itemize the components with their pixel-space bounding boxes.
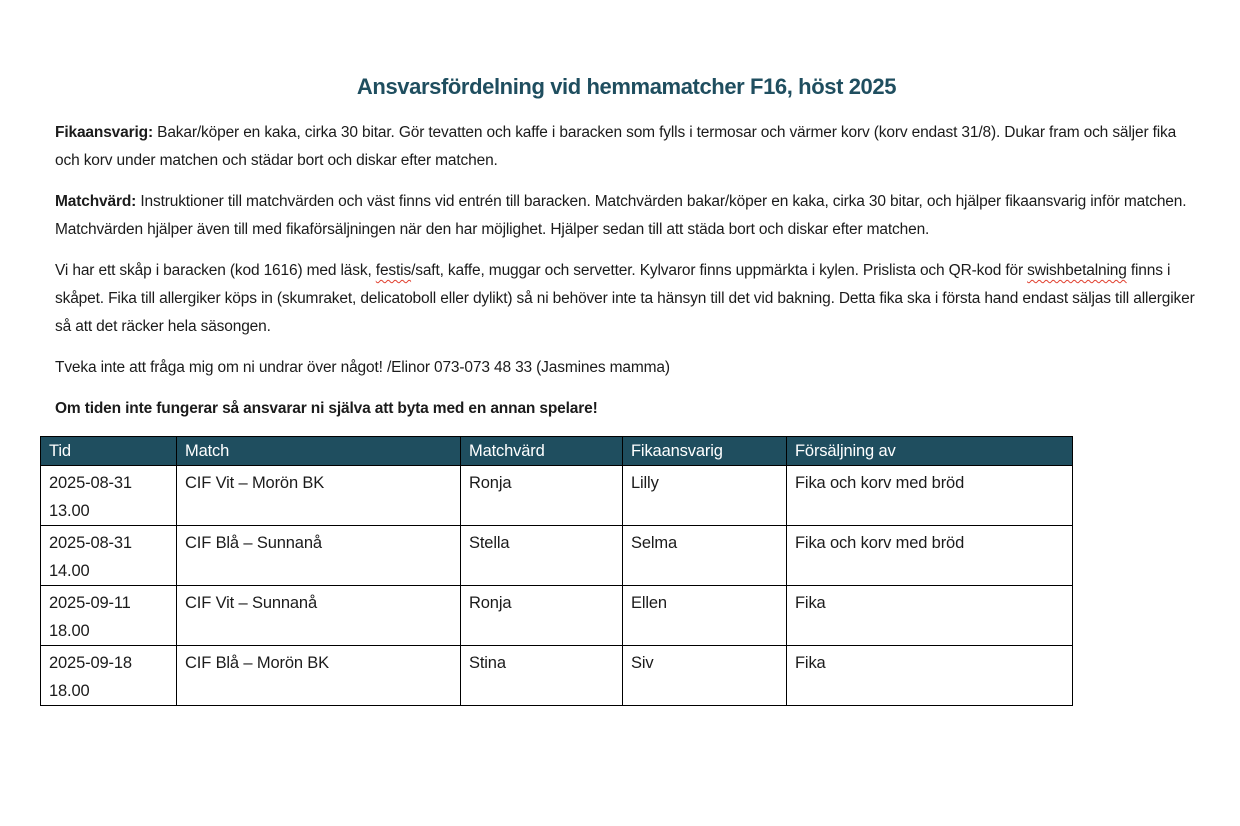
tid-time: 18.00 <box>49 622 90 640</box>
cell-match: CIF Vit – Sunnanå <box>177 586 461 646</box>
matchvard-text: Instruktioner till matchvärden och väst finns vid entrén till baracken. Matchvärden bakar/köper en kaka, cirka 30 bitar, och hjälper fikaansvarig inför matchen. Matchvärden hjälper även till med fikaförsäljningen när den har möjlighet. Hjälper sedan till att städa bort och diskar efter matchen. <box>55 193 1187 238</box>
skap-text-1: Vi har ett skåp i baracken (kod 1616) med läsk, <box>55 262 376 279</box>
cell-forsaljning: Fika <box>787 586 1073 646</box>
tid-time: 18.00 <box>49 682 90 700</box>
cell-fikaansvarig: Siv <box>623 646 787 706</box>
paragraph-contact: Tveka inte att fråga mig om ni undrar över något! /Elinor 073-073 48 33 (Jasmines mamma) <box>55 359 670 376</box>
cell-matchvard: Ronja <box>461 466 623 526</box>
schedule-table-header <box>41 437 1073 466</box>
tid-date: 2025-08-31 <box>49 534 132 552</box>
cell-matchvard: Stella <box>461 526 623 586</box>
col-header-tid: Tid <box>41 437 177 466</box>
misspelled-word-swishbetalning: swishbetalning <box>1027 262 1127 279</box>
col-header-match: Match <box>177 437 461 466</box>
tid-time: 14.00 <box>49 562 90 580</box>
table-row <box>41 526 1073 586</box>
cell-fikaansvarig: Ellen <box>623 586 787 646</box>
skap-text-2: /saft, kaffe, muggar och servetter. Kylvaror finns uppmärkta i kylen. Prislista och QR-kod för <box>411 262 1028 279</box>
cell-fikaansvarig: Lilly <box>623 466 787 526</box>
cell-tid <box>41 526 177 586</box>
cell-tid <box>41 466 177 526</box>
cell-matchvard: Ronja <box>461 586 623 646</box>
table-row <box>41 646 1073 706</box>
header-row <box>41 437 1073 466</box>
cell-match: CIF Blå – Morön BK <box>177 646 461 706</box>
paragraph-swap-notice: Om tiden inte fungerar så ansvarar ni själva att byta med en annan spelare! <box>55 400 598 417</box>
fikaansvarig-text: Bakar/köper en kaka, cirka 30 bitar. Gör tevatten och kaffe i baracken som fylls i termosar och värmer korv (korv endast 31/8). Dukar fram och säljer fika och korv under matchen och städar bort och diskar efter matchen. <box>55 124 1177 169</box>
table-row <box>41 586 1073 646</box>
col-header-fikaansvarig: Fikaansvarig <box>623 437 787 466</box>
tid-date: 2025-09-18 <box>49 654 132 672</box>
cell-tid <box>41 586 177 646</box>
col-header-forsaljning: Försäljning av <box>787 437 1073 466</box>
cell-forsaljning: Fika <box>787 646 1073 706</box>
paragraph-matchvard <box>55 188 1198 244</box>
table-row <box>41 466 1073 526</box>
tid-date: 2025-09-11 <box>49 594 131 612</box>
fikaansvarig-label: Fikaansvarig: <box>55 124 153 141</box>
cell-match: CIF Vit – Morön BK <box>177 466 461 526</box>
paragraph-skap <box>55 257 1198 341</box>
tid-date: 2025-08-31 <box>49 474 132 492</box>
skap-text-3: finns i skåpet. Fika till allergiker köps in (skumraket, delicatoboll eller dylikt) så ni behöver inte ta hänsyn till det vid bakning. Detta fika ska i första hand endast säljas till allergiker så att det räcker hela säsongen. <box>55 262 1195 335</box>
page-title: Ansvarsfördelning vid hemmamatcher F16, höst 2025 <box>356 74 897 99</box>
col-header-matchvard: Matchvärd <box>461 437 623 466</box>
cell-forsaljning: Fika och korv med bröd <box>787 466 1073 526</box>
paragraph-fikaansvarig <box>55 119 1198 175</box>
matchvard-label: Matchvärd: <box>55 193 137 210</box>
tid-time: 13.00 <box>49 502 90 520</box>
cell-matchvard: Stina <box>461 646 623 706</box>
schedule-table <box>40 436 1073 706</box>
cell-tid <box>41 646 177 706</box>
cell-match: CIF Blå – Sunnanå <box>177 526 461 586</box>
cell-forsaljning: Fika och korv med bröd <box>787 526 1073 586</box>
cell-fikaansvarig: Selma <box>623 526 787 586</box>
misspelled-word-festis: festis <box>375 262 412 279</box>
